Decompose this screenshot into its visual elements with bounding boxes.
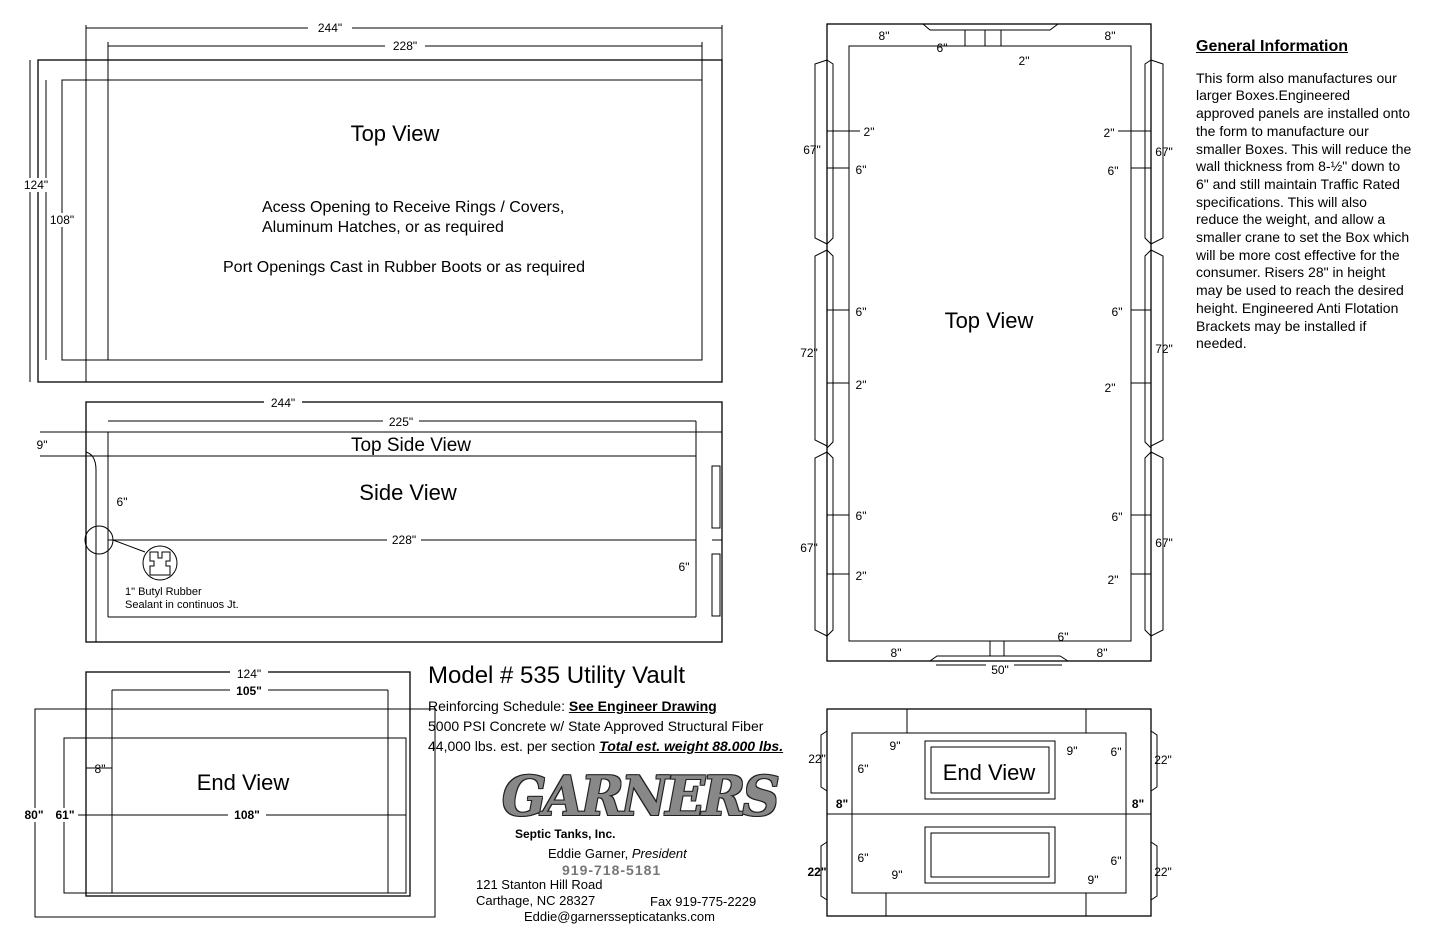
end-view-left [22,667,435,917]
dim-228-top: 228" [392,39,418,53]
dim-6-lb: 6" [857,851,869,865]
dim-9-tl: 9" [889,739,901,753]
dim-22-lb: 22" [807,865,827,879]
contact-role: President [631,846,687,861]
dim-6-r3: 6" [1111,510,1123,524]
top-view-right-title: Top View [944,308,1034,333]
logo-subtitle: Septic Tanks, Inc. [515,827,616,841]
end-view-right [807,709,1171,916]
dim-67-r1: 67" [1155,145,1173,159]
weight-row [428,736,828,756]
reinforcing-label: Reinforcing Schedule: [428,698,565,714]
access-note-line2: Aluminum Hatches, or as required [262,219,504,236]
dim-8-end: 8" [94,762,106,776]
dim-8-tl: 8" [878,29,890,43]
dim-124-end: 124" [236,667,262,681]
weight-total: Total est. weight 88.000 lbs. [599,738,784,754]
dim-6-l1: 6" [855,163,867,177]
dim-67-l1: 67" [803,143,821,157]
dim-124-top: 124" [23,178,49,192]
dim-2-l2: 2" [855,378,867,392]
dim-108-end: 108" [234,808,260,822]
model-title: Model # 535 Utility Vault [428,662,686,689]
weight-label: 44,000 lbs. est. per section [428,738,596,754]
dim-2-top: 2" [1018,54,1030,68]
dim-2-r3: 2" [1107,573,1119,587]
dim-8-tr: 8" [1104,29,1116,43]
info-heading: General Information [1196,38,1349,55]
contact-name: Eddie Garner, [548,846,629,861]
dim-244-side: 244" [270,396,296,410]
dim-9-br: 9" [1087,873,1099,887]
dim-50-bot: 50" [991,663,1009,677]
sealant-line2: Sealant in continuos Jt. [125,599,239,611]
sealant-line1: 1" Butyl Rubber [125,586,202,598]
dim-6-side-left: 6" [116,495,128,509]
info-body: This form also manufactures our larger Boxes.Engineered approved panels are installed onto the form to manufacture our smaller Boxes. This will reduce the wall thickness from 8-½" down to 6" and still maintain Traffic Rated specifications. This will also reduce the weight, and allow a smaller crane to set the Box which will be more cost effective for the consumer. Risers 28" in height may be used to reach the desired height. Engineered Anti Flotation Brackets may be installed if needed. [1196,69,1412,352]
dim-6-la: 6" [857,762,869,776]
access-note-line1: Acess Opening to Receive Rings / Covers, [262,199,565,216]
dim-72-r: 72" [1155,342,1173,356]
dim-61-end: 61" [55,808,75,822]
phone-number: 919-718-5181 [562,862,662,878]
dim-228-side: 228" [391,533,417,547]
dim-2-r2: 2" [1104,381,1116,395]
top-view-title: Top View [350,121,440,146]
top-view-right [800,24,1173,677]
fax-number: Fax 919-775-2229 [650,894,757,909]
side-view-title: Side View [359,480,457,505]
contact-block [470,766,790,926]
dim-6-rb: 6" [1110,854,1122,868]
reinforcing-value: See Engineer Drawing [568,698,717,714]
dim-244-top: 244" [317,21,343,35]
dim-22-ra: 22" [1154,753,1172,767]
dim-6-side-right: 6" [678,560,690,574]
dim-6-r1: 6" [1107,164,1119,178]
dim-72-l: 72" [800,346,818,360]
dim-6-bot: 6" [1057,630,1069,644]
dim-22-la: 22" [808,752,826,766]
dim-6-l3: 6" [855,509,867,523]
address-line2: Carthage, NC 28327 [476,893,596,908]
dim-6-l2: 6" [855,305,867,319]
dim-8-br: 8" [1096,646,1108,660]
email-address[interactable]: Eddie@garnerssepticatanks.com [524,909,715,924]
side-view [37,395,722,642]
address-line1: 121 Stanton Hill Road [476,877,603,892]
general-information [1196,38,1412,353]
dim-9-tr: 9" [1066,744,1078,758]
port-note: Port Openings Cast in Rubber Boots or as required [223,259,585,276]
dim-67-l3: 67" [800,541,818,555]
dim-2-l1: 2" [863,125,875,139]
dim-9-side: 9" [36,438,48,452]
dim-22-rb: 22" [1154,865,1172,879]
end-view-right-title: End View [942,760,1036,785]
dim-225-side: 225" [388,415,414,429]
top-side-view-title: Top Side View [350,435,472,456]
dim-8-r: 8" [1131,797,1145,811]
top-view-left [22,20,722,382]
concrete-row: 5000 PSI Concrete w/ State Approved Structural Fiber [428,718,764,734]
dim-6-ra: 6" [1110,745,1122,759]
dim-9-bl: 9" [891,868,903,882]
reinforcing-row [428,696,828,716]
dim-6-top: 6" [936,41,948,55]
end-view-title: End View [196,770,290,795]
garners-logo: GARNERS [502,764,777,829]
dim-80-end: 80" [24,808,44,822]
dim-105-end: 105" [236,684,262,698]
dim-67-r3: 67" [1155,536,1173,550]
president-line [548,846,687,861]
model-block [428,662,828,756]
dim-8-l: 8" [835,797,849,811]
dim-2-r1: 2" [1103,126,1115,140]
dim-8-bl: 8" [890,646,902,660]
dim-2-l3: 2" [855,569,867,583]
dim-6-r2: 6" [1111,305,1123,319]
dim-108-top: 108" [49,213,75,227]
